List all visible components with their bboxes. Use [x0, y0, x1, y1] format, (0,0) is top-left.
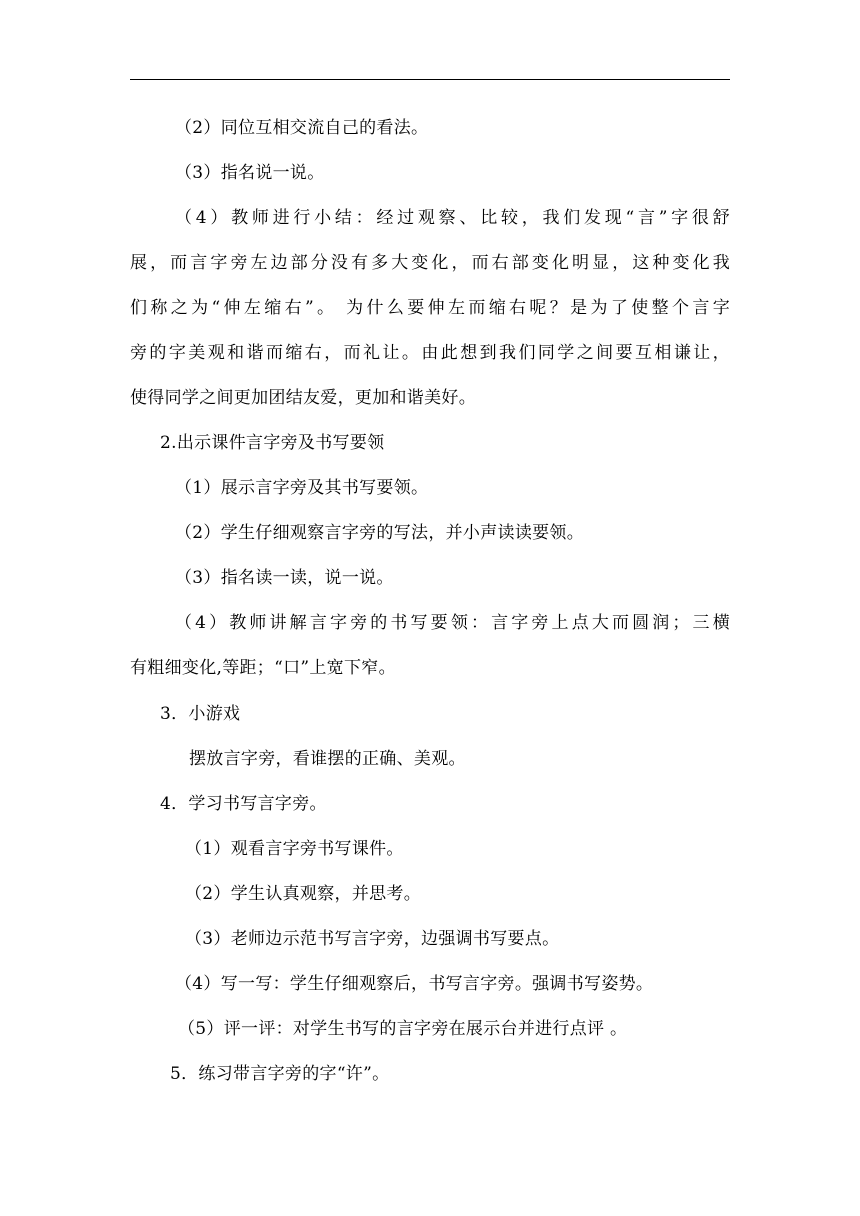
- text-line: （4）教师进行小结：经过观察、比较，我们发现“言”字很舒: [175, 208, 730, 228]
- text-line: （5）评一评：对学生书写的言字旁在展示台并进行点评 。: [178, 1019, 628, 1039]
- text-line: （1）展示言字旁及其书写要领。: [175, 478, 429, 498]
- text-line: （4）教师讲解言字旁的书写要领：言字旁上点大而圆润；三横: [175, 613, 730, 633]
- text-line: （3）指名读一读，说一说。: [175, 568, 394, 588]
- text-line: （3）老师边示范书写言字旁，边强调书写要点。: [185, 929, 560, 949]
- text-line: 展，而言字旁左边部分没有多大变化，而右部变化明显，这种变化我: [130, 253, 730, 273]
- section-heading: 2.出示课件言字旁及书写要领: [160, 433, 385, 453]
- text-line: 使得同学之间更加团结友爱，更加和谐美好。: [130, 388, 476, 408]
- text-line: 摆放言字旁，看谁摆的正确、美观。: [189, 749, 466, 769]
- text-line: （2）同位互相交流自己的看法。: [175, 118, 429, 138]
- text-line: （1）观看言字旁书写课件。: [185, 839, 404, 859]
- text-line: 们称之为“伸左缩右”。 为什么要伸左而缩右呢？是为了使整个言字: [130, 298, 730, 318]
- header-rule: [130, 79, 730, 80]
- section-heading: 3．小游戏: [160, 704, 241, 724]
- text-line: （2）学生认真观察，并思考。: [185, 884, 422, 904]
- text-line: 有粗细变化,等距；“口”上宽下窄。: [130, 658, 396, 678]
- text-line: （3）指名说一说。: [175, 163, 325, 183]
- text-line: 旁的字美观和谐而缩右，而礼让。由此想到我们同学之间要互相谦让，: [130, 343, 730, 363]
- text-line: （2）学生仔细观察言字旁的写法，并小声读读要领。: [175, 523, 585, 543]
- section-heading: 4．学习书写言字旁。: [160, 794, 327, 814]
- section-heading: 5．练习带言字旁的字“许”。: [170, 1064, 390, 1084]
- text-line: （4）写一写：学生仔细观察后，书写言字旁。强调书写姿势。: [175, 974, 654, 994]
